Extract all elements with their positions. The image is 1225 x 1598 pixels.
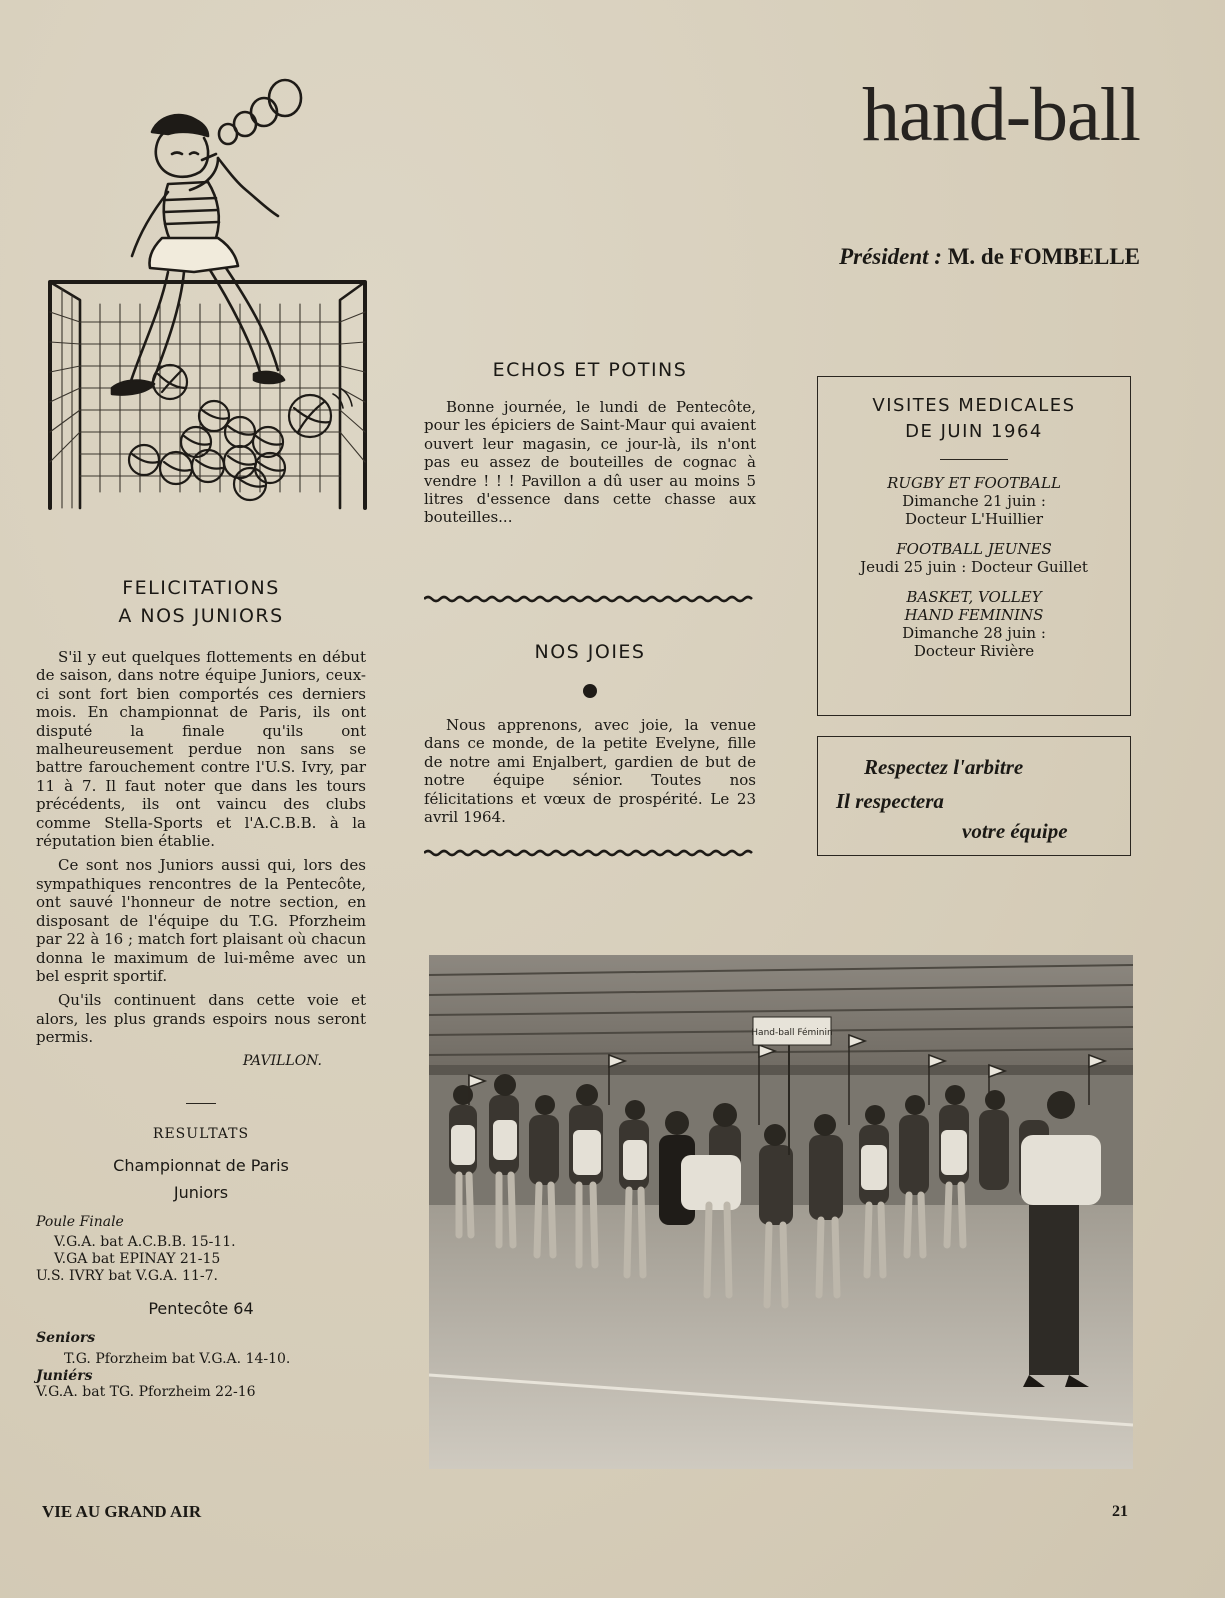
visite-sport-2: FOOTBALL JEUNES xyxy=(896,540,1052,558)
banner-text: Hand-ball Féminin xyxy=(751,1028,833,1038)
arbitre-line1: Respectez l'arbitre xyxy=(864,755,1024,779)
joies-paragraph: Nous apprenons, avec joie, la venue dans ce monde, de la petite Evelyne, fille de notre ami Enjalbert, gardien de but de notre équipe sénior. Toutes nos félicitations et vœux de prospérité. Le 23 avril 1964. xyxy=(424,716,756,827)
resultats-title: RESULTATS xyxy=(152,1126,250,1142)
visite-sport-3b: HAND FEMININS xyxy=(904,606,1044,624)
visite-date-1: Dimanche 21 juin : xyxy=(902,492,1046,510)
seniors-label: Seniors xyxy=(36,1330,96,1346)
arbitre-line2: Il respectera xyxy=(836,789,944,813)
visite-doctor-1: Docteur L'Huillier xyxy=(904,510,1044,528)
felicitations-section xyxy=(36,574,366,1069)
president-name: M. de FOMBELLE xyxy=(947,244,1140,269)
divider xyxy=(186,1103,216,1104)
juniors-label: Juniérs xyxy=(36,1368,93,1384)
president-label: Président : xyxy=(839,244,942,269)
echos-section xyxy=(424,356,756,533)
visites-medicales-box xyxy=(817,376,1131,716)
magazine-name: VIE AU GRAND AIR xyxy=(42,1502,202,1521)
wavy-divider xyxy=(424,594,756,604)
pentecote-title: Pentecôte 64 xyxy=(148,1299,254,1318)
resultats-section xyxy=(36,1126,366,1401)
poule-line-3: U.S. IVRY bat V.G.A. 11-7. xyxy=(36,1268,218,1284)
joies-body xyxy=(424,716,756,826)
president-line xyxy=(700,244,1140,270)
felicitations-paragraph-1: S'il y eut quelques flottements en début de saison, dans notre équipe Juniors, ceux-ci sont fort bien comportés ces derniers mois. En championnat de Paris, ils ont disputé la finale qu'ils ont malheureusement perdue non sans se battre farouchement contre l'U.S. Ivry, par 11 à 7. Il faut noter que dans les tours précédents, ils ont vaincu des clubs comme Stella-Sports et l'A.C.B.B. à la réputation bien établie. xyxy=(36,648,366,851)
team-parade-photo xyxy=(429,955,1133,1469)
visite-date-3: Dimanche 28 juin : xyxy=(902,624,1046,642)
felicitations-paragraph-2: Ce sont nos Juniors aussi qui, lors des sympathiques rencontres de la Pentecôte, ont sauvé l'honneur de notre section, en disposant de l'équipe du T.G. Pforzheim par 22 à 16 ; match fort plaisant où chacun donna le maximum de lui-même avec un bel esprit sportif. xyxy=(36,856,366,985)
page-title: hand-ball xyxy=(861,73,1140,157)
visites-title-line2: DE JUIN 1964 xyxy=(905,421,1043,442)
felicitations-title-line2: A NOS JUNIORS xyxy=(118,605,284,627)
felicitations-paragraph-3: Qu'ils continuent dans cette voie et alors, les plus grands espoirs nous seront permis. xyxy=(36,991,366,1047)
echos-title: ECHOS ET POTINS xyxy=(492,359,688,381)
visite-doctor-3: Docteur Rivière xyxy=(913,642,1035,660)
juniors-result: V.G.A. bat TG. Pforzheim 22-16 xyxy=(36,1384,256,1400)
bullet-dot xyxy=(583,684,597,698)
visite-sport-1: RUGBY ET FOOTBALL xyxy=(887,474,1061,492)
poule-line-2: V.GA bat EPINAY 21-15 xyxy=(54,1251,221,1267)
championnat-title-line1: Championnat de Paris xyxy=(113,1156,289,1175)
poule-line-1: V.G.A. bat A.C.B.B. 15-11. xyxy=(54,1234,236,1250)
visite-date-2: Jeudi 25 juin : Docteur Guillet xyxy=(860,558,1088,576)
felicitations-body xyxy=(36,648,366,1047)
echos-body xyxy=(424,398,756,527)
cartoon-illustration xyxy=(40,72,380,512)
felicitations-signature: PAVILLON. xyxy=(242,1052,322,1069)
joies-section xyxy=(424,638,756,832)
wavy-divider xyxy=(424,848,756,858)
championnat-title-line2: Juniors xyxy=(173,1183,229,1202)
arbitre-box xyxy=(817,736,1131,856)
joies-title: NOS JOIES xyxy=(534,641,646,663)
poule-label: Poule Finale xyxy=(36,1214,124,1230)
echos-paragraph: Bonne journée, le lundi de Pentecôte, pour les épiciers de Saint-Maur qui avaient ouvert leur magasin, ce jour-là, ils n'ont pas eu assez de bouteilles de cognac à vendre ! ! ! Pavillon a dû user au moins 5 litres d'essence dans cette chasse aux bouteilles... xyxy=(424,398,756,527)
visites-title-line1: VISITES MEDICALES xyxy=(872,395,1076,416)
box-rule xyxy=(940,459,1008,460)
felicitations-title-line1: FELICITATIONS xyxy=(122,577,280,599)
visite-sport-3: BASKET, VOLLEY xyxy=(906,588,1042,606)
page-number: 21 xyxy=(1112,1503,1128,1520)
arbitre-line3: votre équipe xyxy=(962,819,1068,843)
seniors-result: T.G. Pforzheim bat V.G.A. 14-10. xyxy=(64,1351,291,1367)
